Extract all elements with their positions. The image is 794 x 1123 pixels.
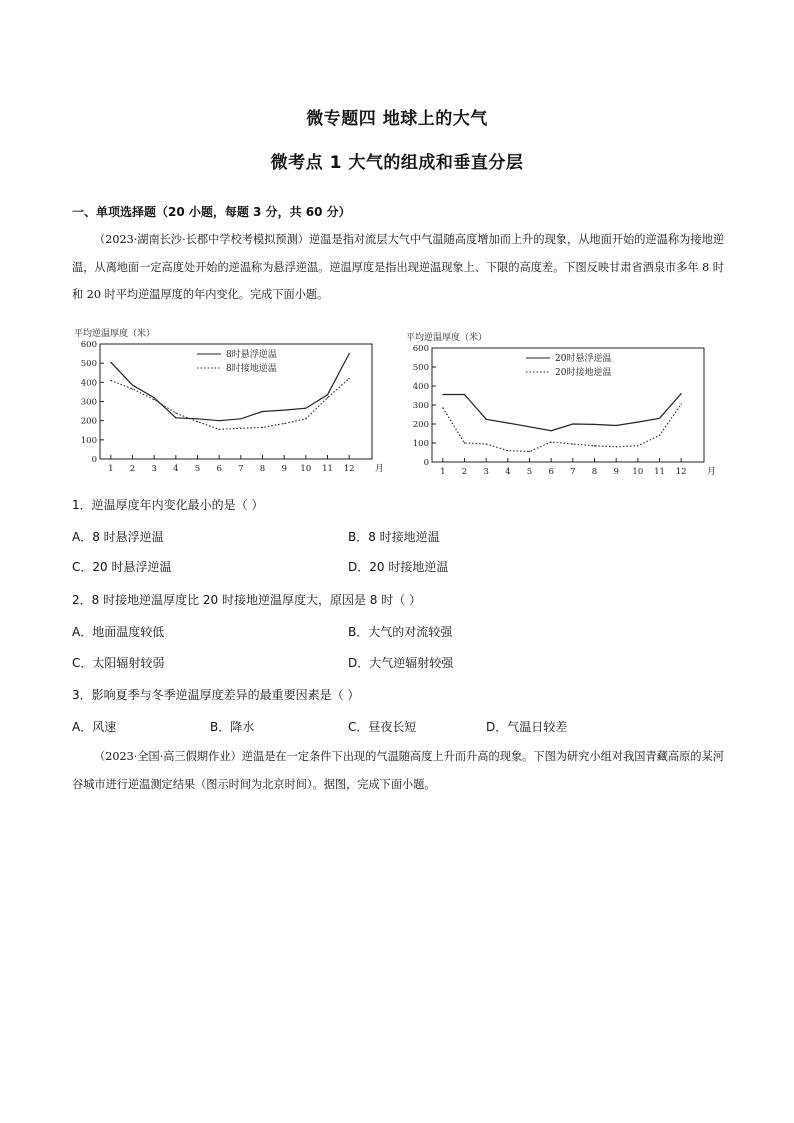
series-2-point [175,412,176,413]
x-tick-label: 9 [613,467,619,477]
y-axis-label: 平均逆温厚度（米） [74,329,156,339]
series-1-point [262,411,263,412]
series-line-1 [443,394,681,431]
y-axis-label: 平均逆温厚度（米） [406,333,488,343]
x-tick-label: 2 [129,464,136,474]
series-1-point [110,362,111,363]
question-3-option-a: A．风速 [72,720,117,734]
x-tick-label: 1 [108,464,114,474]
question-1-option-b: B．8 时接地逆温 [348,530,440,544]
question-1-option-d: D．20 时接地逆温 [348,560,449,574]
x-tick-label: 11 [322,464,333,474]
y-tick-label: 400 [412,382,429,392]
series-2-point [262,427,263,428]
x-tick-label: 11 [654,467,665,477]
x-tick-label: 8 [259,464,266,474]
series-2-point [486,443,487,444]
series-1-point [637,422,638,423]
series-2-point [507,450,508,451]
x-tick-label: 3 [483,467,489,477]
y-tick-label: 300 [412,401,429,411]
x-tick-label: 10 [632,467,644,477]
y-tick-label: 100 [80,435,97,446]
x-tick-label: 7 [570,467,576,477]
y-tick-label: 200 [80,416,97,427]
y-tick-label: 0 [423,458,429,468]
y-tick-label: 500 [412,363,429,373]
series-2-point [219,429,220,430]
plot-frame [100,344,372,459]
x-tick-label: 10 [300,464,312,474]
y-tick-label: 0 [91,455,97,465]
chart-20-oclock [404,328,724,480]
question-3-option-c: C．昼夜长短 [348,720,417,734]
y-tick-label: 300 [80,397,97,408]
series-1-point [154,397,155,398]
series-2-point [327,397,328,398]
legend-label-2: 20时接地逆温 [555,368,612,378]
legend-label-2: 8时接地逆温 [226,364,277,374]
series-1-point [284,410,285,411]
series-2-point [659,435,660,436]
series-1-point [219,420,220,421]
series-2-point [349,378,350,379]
chart-8-oclock [72,322,392,480]
x-tick-label: 6 [216,464,222,474]
passage-2: （2023·全国·高三假期作业）逆温是在一定条件下出现的气温随高度上升而升高的现象。下图为研究小组对我国青藏高原的某河谷城市进行逆温测定结果（图示时间为北京时间）。据图，完成下面小题。 [72,750,724,791]
series-2-point [464,442,465,443]
x-tick-label: 12 [343,464,355,474]
series-2-point [284,423,285,424]
passage-1: （2023·湖南长沙·长郡中学校考模拟预测）逆温是指对流层大气中气温随高度增加而上升的现象，从地面开始的逆温称为接地逆温，从离地面一定高度处开始的逆温称为悬浮逆温。逆温厚度是指出现逆温现象上、下限的高度差。下图反映甘肃省酒泉市多年 8 时和 20 时平均逆温厚度的年内变化。完成下面小题。 [72,233,724,301]
plot-frame [432,348,704,462]
x-axis-unit: 月 [375,464,385,474]
series-2-point [442,407,443,408]
series-1-point [464,394,465,395]
series-2-point [529,451,530,452]
question-3-stem: 3．影响夏季与冬季逆温厚度差异的最重要因素是（ ） [72,688,360,702]
series-1-point [442,394,443,395]
series-2-point [154,399,155,400]
series-2-point [681,403,682,404]
legend-label-1: 20时悬浮逆温 [555,354,612,364]
question-2-option-a: A．地面温度较低 [72,625,165,639]
question-2-stem: 2．8 时接地逆温厚度比 20 时接地逆温厚度大，原因是 8 时（ ） [72,593,422,607]
series-1-point [616,425,617,426]
series-1-point [197,418,198,419]
y-tick-label: 600 [80,340,97,350]
question-2-option-d: D．大气逆辐射较强 [348,656,454,670]
question-3-option-d: D．气温日较差 [486,720,568,734]
page-subtitle: 微考点 1 大气的组成和垂直分层 [270,153,524,173]
series-1-point [659,418,660,419]
x-tick-label: 7 [238,464,244,474]
question-2-option-c: C．太阳辐射较弱 [72,656,165,670]
x-tick-label: 5 [526,467,533,477]
series-1-point [594,424,595,425]
legend-label-1: 8时悬浮逆温 [226,350,277,360]
x-tick-label: 9 [281,464,287,474]
series-1-point [349,353,350,354]
series-2-point [551,441,552,442]
question-1-option-a: A．8 时悬浮逆温 [72,530,164,544]
series-1-point [132,385,133,386]
series-2-point [616,446,617,447]
series-1-point [529,426,530,427]
series-2-point [240,428,241,429]
x-tick-label: 4 [173,464,179,474]
series-2-point [305,418,306,419]
series-1-point [486,419,487,420]
series-1-point [551,430,552,431]
x-tick-label: 4 [505,467,511,477]
x-tick-label: 12 [675,467,687,477]
series-2-point [110,380,111,381]
x-tick-label: 8 [591,467,598,477]
question-3-option-b: B．降水 [210,720,255,734]
series-1-point [507,422,508,423]
x-tick-label: 6 [548,467,554,477]
series-2-point [594,445,595,446]
x-axis-unit: 月 [707,467,717,477]
y-tick-label: 600 [412,344,429,354]
series-2-point [197,421,198,422]
y-tick-label: 500 [80,359,97,370]
x-tick-label: 2 [461,467,468,477]
series-1-point [240,418,241,419]
y-tick-label: 400 [80,378,97,389]
series-2-point [637,445,638,446]
question-1-stem: 1．逆温厚度年内变化最小的是（ ） [72,498,264,512]
series-2-point [572,443,573,444]
x-tick-label: 5 [194,464,201,474]
series-1-point [572,423,573,424]
series-1-point [327,394,328,395]
section-heading: 一、单项选择题（20 小题，每题 3 分，共 60 分） [72,205,351,219]
series-1-point [175,417,176,418]
y-tick-label: 200 [412,420,429,430]
question-1-option-c: C．20 时悬浮逆温 [72,560,172,574]
y-tick-label: 100 [412,439,429,449]
series-1-point [305,408,306,409]
x-tick-label: 1 [440,467,446,477]
series-2-point [132,388,133,389]
page-title: 微专题四 地球上的大气 [306,109,488,129]
question-2-option-b: B．大气的对流较强 [348,625,453,639]
series-1-point [681,393,682,394]
x-tick-label: 3 [151,464,157,474]
